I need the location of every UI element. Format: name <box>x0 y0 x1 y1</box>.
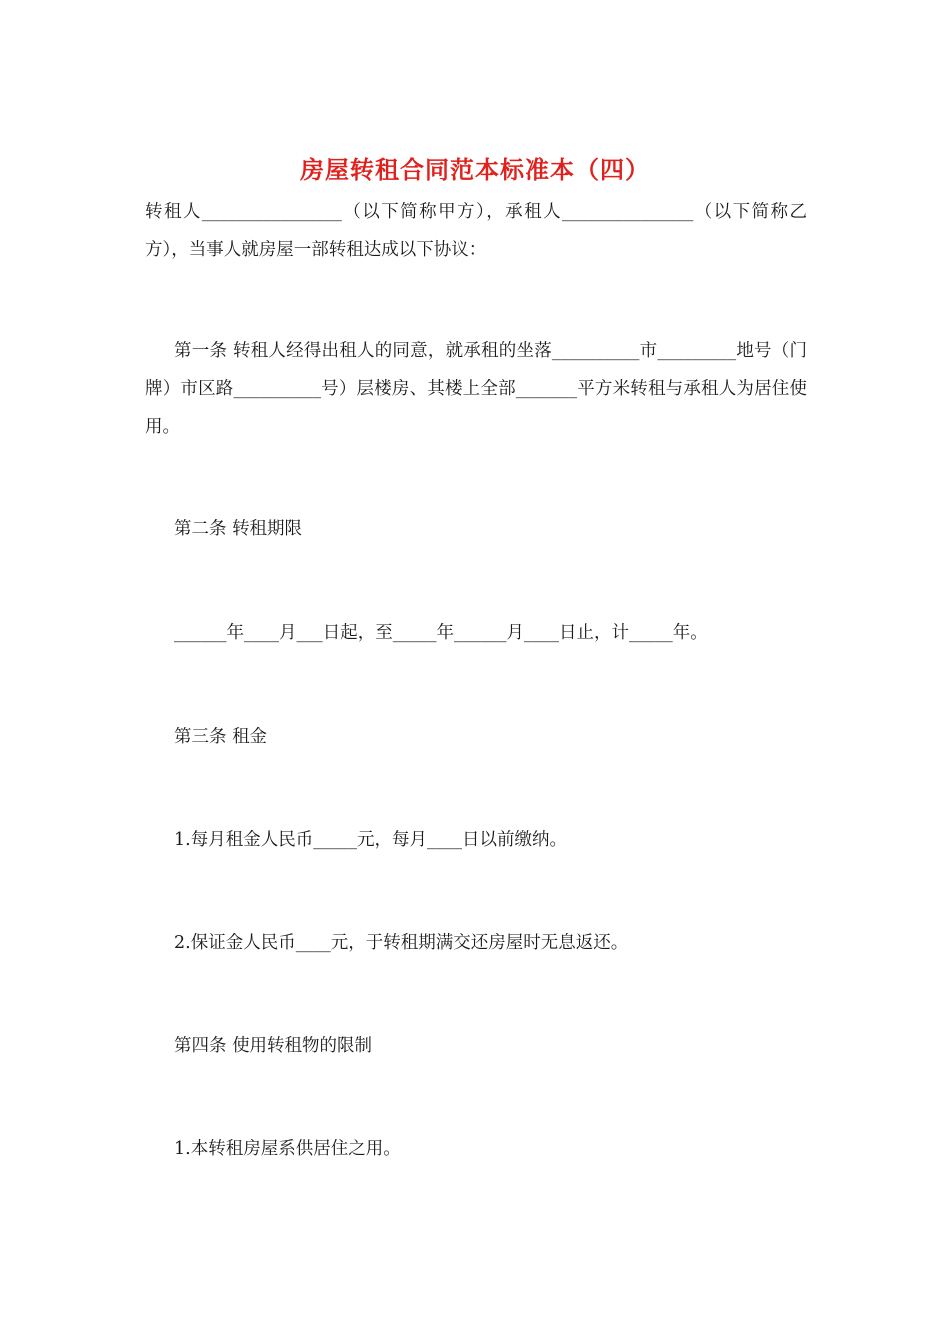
article-3-item-2: 2.保证金人民币____元，于转租期满交还房屋时无息返还。 <box>174 933 629 953</box>
article-1-paragraph: 第一条 转租人经得出租人的同意，就承租的坐落__________市_________地号（门牌）市区路__________号）层楼房、其楼上全部_______平方米转租与承租人为居住使用。 <box>145 341 807 437</box>
article-3-heading: 第三条 租金 <box>174 727 268 747</box>
article-2-term: ______年____月___日起，至_____年______月____日止，计_____年。 <box>174 623 708 643</box>
article-4-heading: 第四条 使用转租物的限制 <box>174 1036 373 1056</box>
document-title: 房屋转租合同范本标准本（四） <box>300 156 650 184</box>
article-4-item-1: 1.本转租房屋系供居住之用。 <box>174 1139 401 1159</box>
article-3-item-1: 1.每月租金人民币_____元，每月____日以前缴纳。 <box>174 830 567 850</box>
article-2-heading: 第二条 转租期限 <box>174 519 303 539</box>
intro-paragraph: 转租人________________（以下简称甲方），承租人_______________（以下简称乙方），当事人就房屋一部转租达成以下协议： <box>145 202 807 260</box>
